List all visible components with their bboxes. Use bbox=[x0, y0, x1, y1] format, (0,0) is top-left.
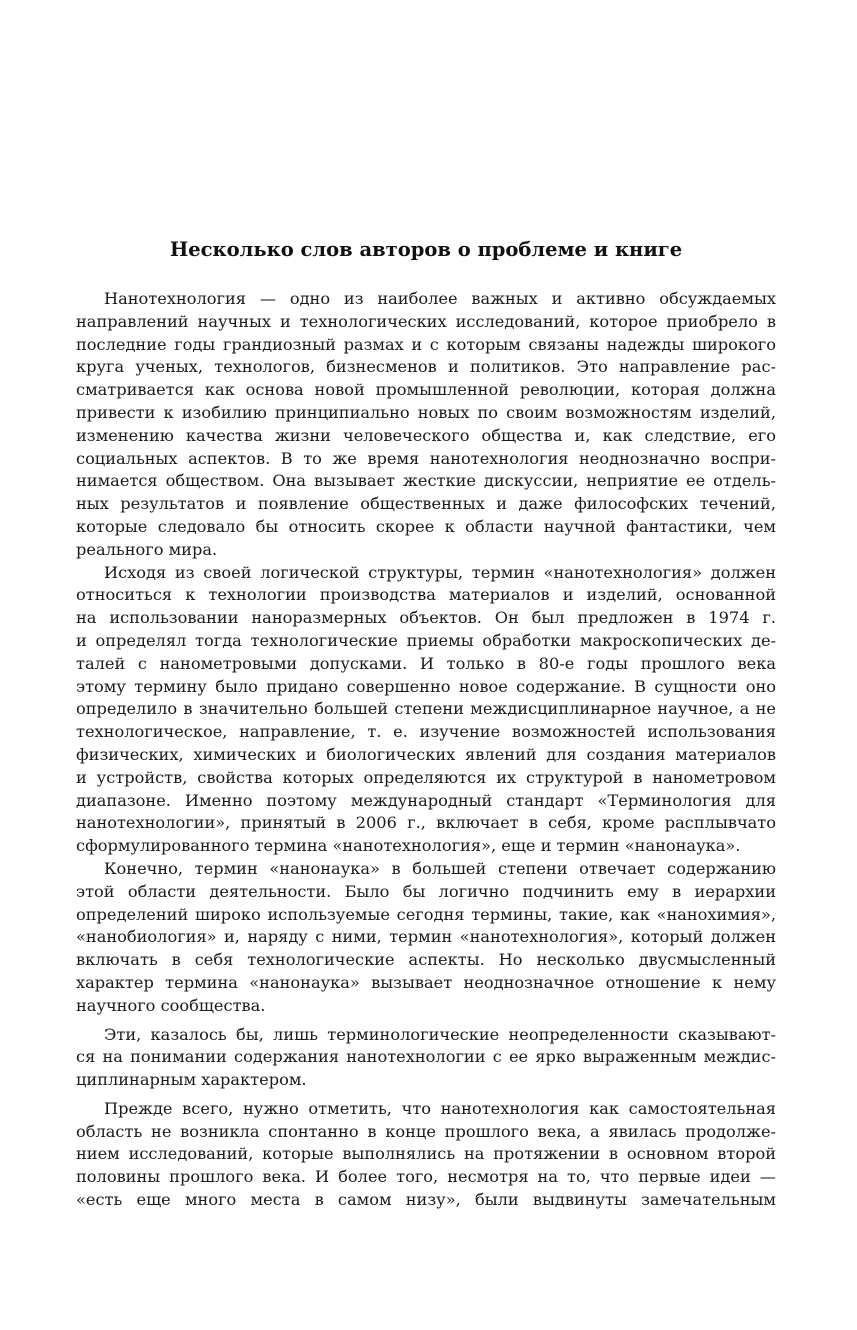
text-line: половины прошлого века. И более того, несмотря на то, что первые идеи — bbox=[76, 1167, 776, 1187]
page-title: Несколько слов авторов о проблеме и книге bbox=[169, 238, 683, 261]
paragraph-1 bbox=[76, 288, 776, 562]
text-line: круга ученых, технологов, бизнесменов и политиков. Это направление рас- bbox=[76, 357, 776, 377]
text-line: нанотехнологии», принятый в 2006 г., включает в себя, кроме расплывчато bbox=[76, 813, 776, 833]
text-line: талей с нанометровыми допусками. И только в 80-е годы прошлого века bbox=[76, 653, 776, 673]
text-line: реального мира. bbox=[76, 539, 218, 559]
text-line: включать в себя технологические аспекты. Но несколько двусмысленный bbox=[76, 950, 776, 970]
text-line: сматривается как основа новой промышленной революции, которая должна bbox=[76, 380, 776, 400]
text-line: этому термину было придано совершенно новое содержание. В сущности оно bbox=[76, 676, 776, 696]
text-line: диапазоне. Именно поэтому международный стандарт «Терминология для bbox=[76, 790, 776, 810]
text-line: относиться к технологии производства материалов и изделий, основанной bbox=[76, 585, 776, 605]
text-line: Нанотехнология — одно из наиболее важных и активно обсуждаемых bbox=[104, 289, 776, 308]
text-line: область не возникла спонтанно в конце прошлого века, а явилась продолже- bbox=[76, 1121, 776, 1141]
text-line: определений широко используемые сегодня термины, такие, как «нанохимия», bbox=[76, 904, 776, 924]
text-line: и устройств, свойства которых определяются их структурой в нанометровом bbox=[76, 767, 776, 787]
text-line: последние годы грандиозный размах и с которым связаны надежды широкого bbox=[76, 334, 776, 354]
text-line: социальных аспектов. В то же время нанотехнология неоднозначно воспри- bbox=[76, 448, 776, 468]
body-text bbox=[76, 288, 776, 1212]
text-line: «есть еще много места в самом низу», были выдвинуты замечательным bbox=[76, 1190, 776, 1210]
text-line: нимается обществом. Она вызывает жесткие дискуссии, неприятие ее отдель- bbox=[76, 471, 776, 491]
text-line: определило в значительно большей степени междисциплинарное научное, а не bbox=[76, 699, 776, 719]
text-line: и определял тогда технологические приемы обработки макроскопических де- bbox=[76, 630, 776, 650]
text-line: Эти, казалось бы, лишь терминологические неопределенности сказывают- bbox=[104, 1024, 776, 1044]
text-line: Исходя из своей логической структуры, термин «нанотехнология» должен bbox=[104, 562, 776, 582]
paragraph-4 bbox=[76, 1024, 776, 1092]
text-line: этой области деятельности. Было бы логично подчинить ему в иерархии bbox=[76, 881, 776, 901]
text-line: ся на понимании содержания нанотехнологии с ее ярко выраженным междис- bbox=[76, 1047, 776, 1067]
text-line: которые следовало бы относить скорее к области научной фантастики, чем bbox=[76, 516, 776, 536]
text-line: физических, химических и биологических явлений для создания материалов bbox=[76, 744, 776, 764]
paragraph-3 bbox=[76, 858, 776, 1018]
text-line: привести к изобилию принципиально новых по своим возможностям изделий, bbox=[76, 402, 776, 422]
text-line: нием исследований, которые выполнялись на протяжении в основном второй bbox=[76, 1144, 776, 1164]
paragraph-5 bbox=[76, 1098, 776, 1212]
text-line: направлений научных и технологических исследований, которое приобрело в bbox=[76, 311, 776, 331]
text-line: «нанобиология» и, наряду с ними, термин «нанотехнология», который должен bbox=[76, 927, 776, 947]
text-line: характер термина «нанонаука» вызывает неоднозначное отношение к нему bbox=[76, 972, 776, 992]
text-line: ных результатов и появление общественных и даже философских течений, bbox=[76, 494, 776, 514]
text-line: на использовании наноразмерных объектов. Он был предложен в 1974 г. bbox=[76, 608, 776, 628]
text-line: Прежде всего, нужно отметить, что нанотехнология как самостоятельная bbox=[104, 1098, 776, 1118]
text-line: научного сообщества. bbox=[76, 995, 266, 1015]
paragraph-2 bbox=[76, 562, 776, 858]
text-line: сформулированного термина «нанотехнология», еще и термин «нанонаука». bbox=[76, 836, 741, 856]
text-line: технологическое, направление, т. е. изучение возможностей использования bbox=[76, 722, 776, 742]
text-line: циплинарным характером. bbox=[76, 1070, 307, 1090]
text-line: изменению качества жизни человеческого общества и, как следствие, его bbox=[76, 425, 776, 445]
text-line: Конечно, термин «нанонаука» в большей степени отвечает содержанию bbox=[104, 858, 776, 878]
